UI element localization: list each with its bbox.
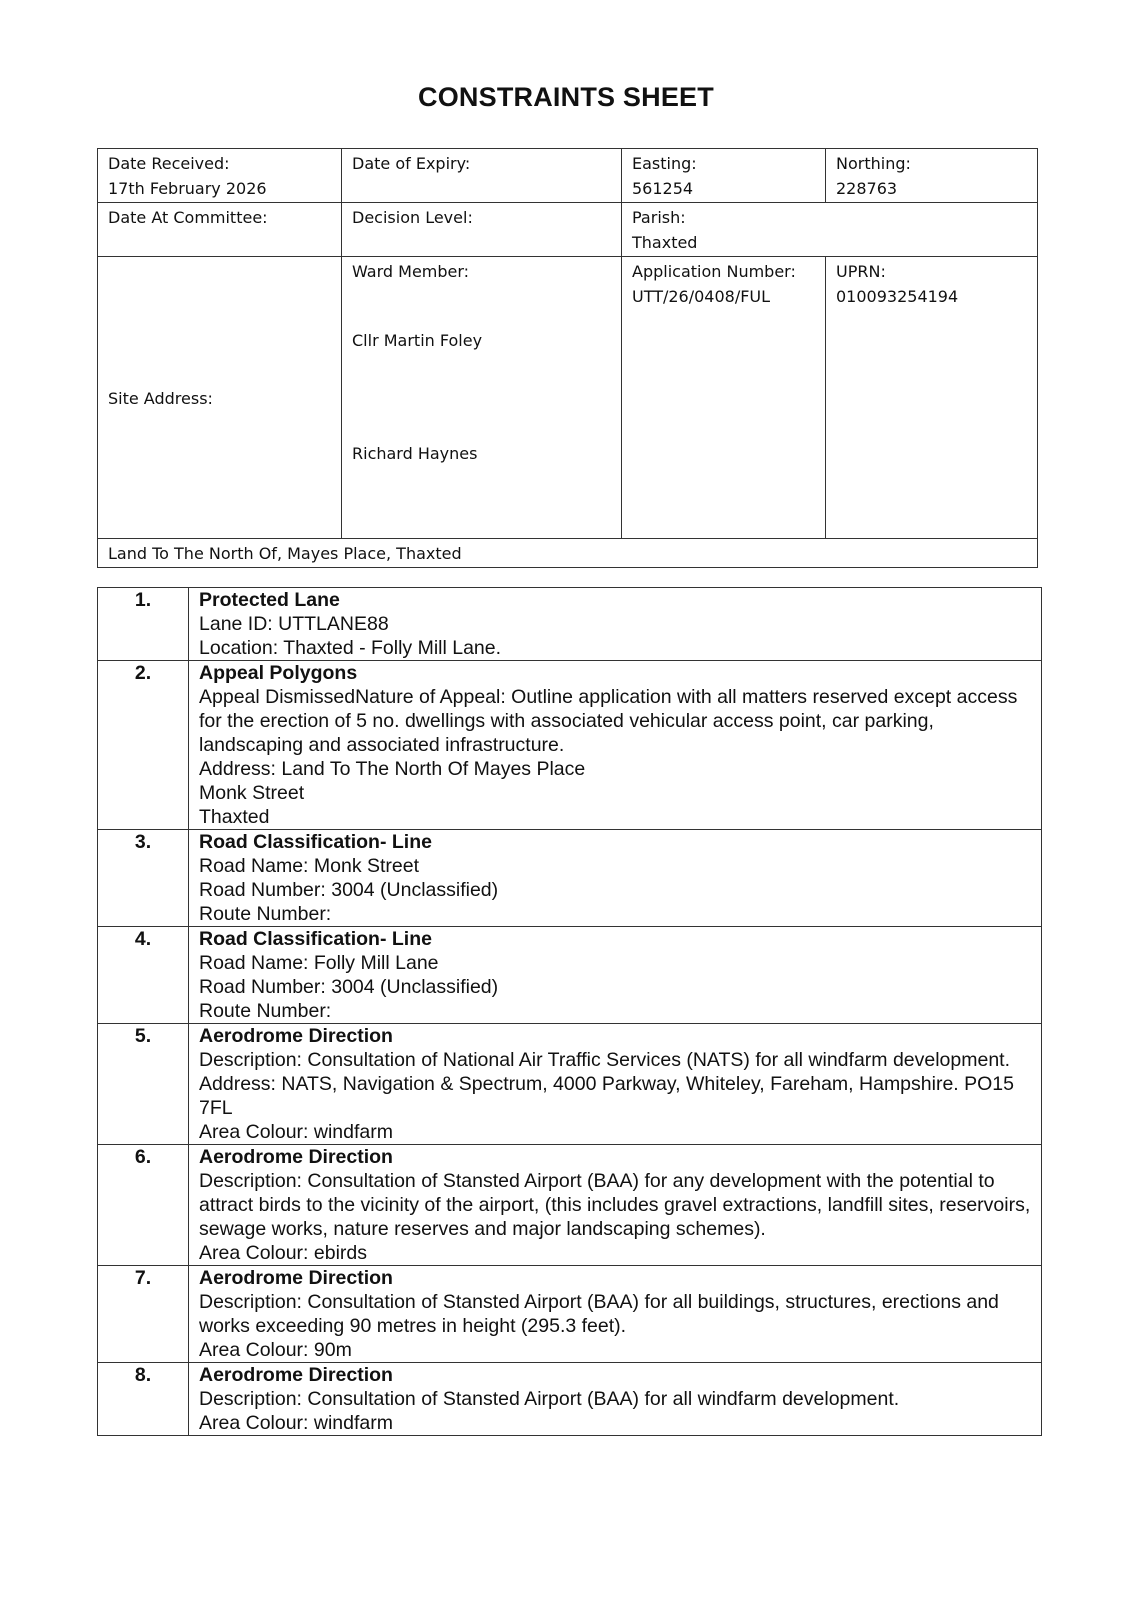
ward-member-value: Cllr Martin Foley	[352, 331, 483, 350]
application-number-value: UTT/26/0408/FUL	[632, 287, 771, 306]
constraint-row	[98, 1266, 1042, 1363]
constraint-title: Aerodrome Direction	[199, 1025, 393, 1047]
site-address-label: Site Address:	[108, 388, 213, 408]
ward-member-label: Ward Member:	[352, 262, 470, 281]
constraint-row	[98, 1145, 1042, 1266]
constraint-line: Route Number:	[199, 903, 332, 925]
date-expiry-cell	[342, 149, 622, 203]
easting-value: 561254	[632, 179, 694, 198]
northing-cell	[826, 149, 1038, 203]
constraint-line: Monk Street	[199, 782, 305, 804]
constraint-line: Road Name: Folly Mill Lane	[199, 952, 439, 974]
constraint-line: Description: Consultation of Stansted Airport (BAA) for any development with the potential to attract birds to the vicinity of the airport, (this includes gravel extractions, landfill sites, reservoirs, sewage works, nature reserves and major landscaping schemes).	[199, 1170, 1031, 1240]
site-address-cell	[98, 539, 1038, 568]
constraint-line: Description: Consultation of National Air Traffic Services (NATS) for all windfarm development.	[199, 1049, 1011, 1071]
constraint-row	[98, 1363, 1042, 1436]
site-address-label-cell	[98, 257, 342, 539]
northing-value: 228763	[836, 179, 898, 198]
constraint-line: Area Colour: 90m	[199, 1339, 352, 1361]
uprn-cell	[826, 257, 1038, 539]
date-expiry-label: Date of Expiry:	[352, 154, 471, 173]
decision-level-cell	[342, 203, 622, 257]
parish-value: Thaxted	[632, 233, 698, 252]
case-officer-value: Richard Haynes	[352, 444, 478, 463]
constraint-line: Thaxted	[199, 806, 270, 828]
easting-cell	[622, 149, 826, 203]
constraint-line: Area Colour: windfarm	[199, 1412, 393, 1434]
uprn-value: 010093254194	[836, 287, 959, 306]
constraints-table	[97, 587, 1042, 1436]
uprn-label: UPRN:	[836, 262, 886, 281]
constraint-line: Area Colour: ebirds	[199, 1242, 367, 1264]
constraint-line: Road Number: 3004 (Unclassified)	[199, 879, 499, 901]
constraint-line: Route Number:	[199, 1000, 332, 1022]
page-title: CONSTRAINTS SHEET	[418, 82, 714, 112]
constraints-list	[98, 588, 1042, 1436]
constraint-line: Description: Consultation of Stansted Airport (BAA) for all windfarm development.	[199, 1388, 900, 1410]
date-committee-cell	[98, 203, 342, 257]
date-received-cell	[98, 149, 342, 203]
constraint-title: Aerodrome Direction	[199, 1364, 393, 1386]
constraint-line: Road Number: 3004 (Unclassified)	[199, 976, 499, 998]
constraint-row	[98, 1024, 1042, 1145]
constraint-number: 5.	[98, 1024, 189, 1145]
ward-member-cell	[342, 257, 622, 539]
date-committee-label: Date At Committee:	[108, 208, 268, 227]
application-number-cell	[622, 257, 826, 539]
constraint-number: 2.	[98, 661, 189, 830]
constraint-title: Protected Lane	[199, 589, 340, 611]
constraint-details	[189, 830, 1042, 927]
constraint-number: 7.	[98, 1266, 189, 1363]
constraint-number: 1.	[98, 588, 189, 661]
constraint-line: Address: NATS, Navigation & Spectrum, 4000 Parkway, Whiteley, Fareham, Hampshire. PO15 7FL	[199, 1073, 1014, 1119]
decision-level-label: Decision Level:	[352, 208, 473, 227]
constraint-details	[189, 1145, 1042, 1266]
constraint-row	[98, 661, 1042, 830]
easting-label: Easting:	[632, 154, 697, 173]
constraint-number: 3.	[98, 830, 189, 927]
constraint-details	[189, 661, 1042, 830]
date-received-value: 17th February 2026	[108, 179, 267, 198]
constraint-details	[189, 1363, 1042, 1436]
constraint-title: Road Classification- Line	[199, 928, 432, 950]
constraint-row	[98, 830, 1042, 927]
constraint-number: 8.	[98, 1363, 189, 1436]
constraint-line: Description: Consultation of Stansted Airport (BAA) for all buildings, structures, erections and works exceeding 90 metres in height (295.3 feet).	[199, 1291, 999, 1337]
constraint-row	[98, 927, 1042, 1024]
constraint-number: 6.	[98, 1145, 189, 1266]
constraint-title: Aerodrome Direction	[199, 1267, 393, 1289]
constraint-title: Aerodrome Direction	[199, 1146, 393, 1168]
site-address-value: Land To The North Of, Mayes Place, Thaxted	[108, 544, 462, 563]
constraint-line: Road Name: Monk Street	[199, 855, 420, 877]
constraint-line: Appeal DismissedNature of Appeal: Outline application with all matters reserved except access for the erection of 5 no. dwellings with associated vehicular access point, car parking, landscaping and associated infrastructure.	[199, 686, 1018, 756]
date-received-label: Date Received:	[108, 154, 230, 173]
parish-label: Parish:	[632, 208, 686, 227]
northing-label: Northing:	[836, 154, 911, 173]
constraint-line: Address: Land To The North Of Mayes Place	[199, 758, 586, 780]
constraint-details	[189, 1024, 1042, 1145]
application-number-label: Application Number:	[632, 262, 796, 281]
constraint-title: Appeal Polygons	[199, 662, 358, 684]
constraint-details	[189, 927, 1042, 1024]
constraint-line: Lane ID: UTTLANE88	[199, 613, 389, 635]
parish-cell	[622, 203, 1038, 257]
application-details-table	[97, 148, 1038, 568]
constraint-number: 4.	[98, 927, 189, 1024]
constraint-line: Area Colour: windfarm	[199, 1121, 393, 1143]
constraint-line: Location: Thaxted - Folly Mill Lane.	[199, 637, 502, 659]
constraint-title: Road Classification- Line	[199, 831, 432, 853]
constraint-details	[189, 588, 1042, 661]
constraint-details	[189, 1266, 1042, 1363]
constraint-row	[98, 588, 1042, 661]
